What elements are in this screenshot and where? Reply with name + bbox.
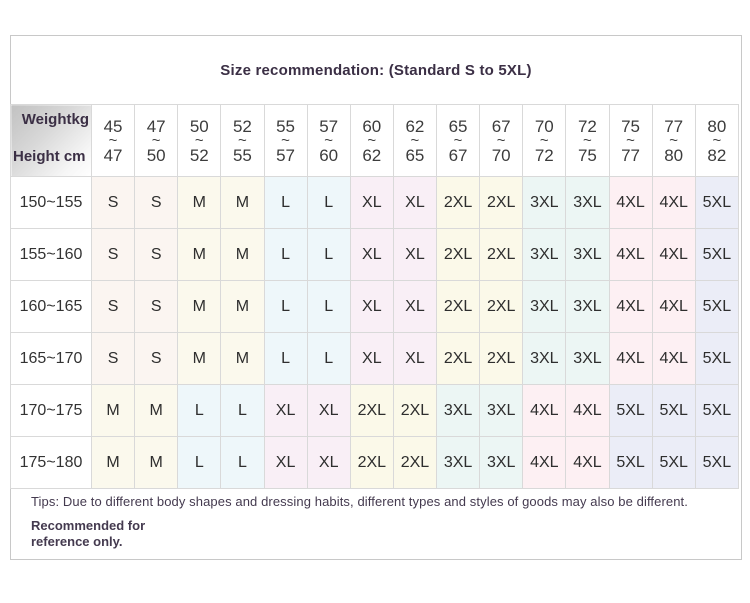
size-cell: L	[178, 437, 221, 489]
tilde-glyph: ~	[151, 131, 161, 149]
weight-from: 77	[664, 116, 684, 136]
tilde-glyph: ~	[539, 131, 549, 149]
size-cell: M	[221, 333, 264, 385]
size-cell: 5XL	[695, 177, 738, 229]
weight-from: 75	[621, 116, 641, 136]
size-cell: S	[135, 333, 178, 385]
note-line-1: Recommended for	[31, 518, 146, 533]
weight-to: 77	[621, 145, 641, 165]
weight-from: 62	[405, 116, 425, 136]
size-cell: XL	[307, 437, 350, 489]
weight-column-header	[652, 105, 695, 177]
size-cell: 5XL	[695, 281, 738, 333]
table-row	[11, 385, 739, 437]
size-cell: 3XL	[523, 177, 566, 229]
table-head	[11, 105, 739, 177]
weight-to: 55	[232, 145, 252, 165]
size-cell: 5XL	[609, 437, 652, 489]
page-title: Size recommendation: (Standard S to 5XL)	[220, 61, 532, 79]
size-cell: L	[264, 177, 307, 229]
size-cell: L	[178, 385, 221, 437]
size-cell: 3XL	[566, 333, 609, 385]
size-cell: 5XL	[695, 437, 738, 489]
weight-to: 67	[448, 145, 468, 165]
size-cell: 4XL	[523, 385, 566, 437]
size-cell: 3XL	[523, 229, 566, 281]
weight-to: 60	[319, 145, 339, 165]
size-cell: 4XL	[652, 281, 695, 333]
weight-column-header	[307, 105, 350, 177]
size-cell: M	[135, 385, 178, 437]
header-row	[11, 105, 739, 177]
table-body	[11, 177, 739, 489]
tips-text: Tips: Due to different body shapes and dressing habits, different types and styles of goods may also be different.	[31, 494, 688, 509]
size-cell: 4XL	[609, 177, 652, 229]
size-cell: 2XL	[393, 385, 436, 437]
weight-to: 52	[189, 145, 209, 165]
size-cell: 2XL	[480, 177, 523, 229]
size-cell: L	[307, 229, 350, 281]
weight-to: 80	[664, 145, 684, 165]
weight-to: 65	[405, 145, 425, 165]
size-cell: L	[264, 229, 307, 281]
height-row-label: 175~180	[11, 437, 92, 489]
size-cell: XL	[307, 385, 350, 437]
size-cell: M	[221, 229, 264, 281]
tilde-glyph: ~	[712, 131, 722, 149]
weight-to: 50	[146, 145, 166, 165]
table-row	[11, 281, 739, 333]
height-row-label: 150~155	[11, 177, 92, 229]
size-cell: XL	[264, 385, 307, 437]
size-cell: 2XL	[480, 281, 523, 333]
size-cell: 2XL	[350, 385, 393, 437]
size-cell: S	[92, 229, 135, 281]
weight-from: 67	[491, 116, 511, 136]
size-cell: 3XL	[480, 437, 523, 489]
weight-to: 70	[491, 145, 511, 165]
weight-to: 82	[707, 145, 727, 165]
table-row	[11, 333, 739, 385]
height-axis-label: Height cm	[13, 148, 86, 165]
weight-from: 80	[707, 116, 727, 136]
weight-from: 60	[362, 116, 382, 136]
weight-column-header	[437, 105, 480, 177]
corner-cell	[11, 105, 92, 177]
size-cell: XL	[393, 333, 436, 385]
size-cell: 5XL	[695, 385, 738, 437]
size-cell: XL	[350, 229, 393, 281]
title-bar	[11, 36, 741, 104]
size-cell: 4XL	[652, 229, 695, 281]
size-cell: XL	[350, 177, 393, 229]
size-cell: 5XL	[652, 437, 695, 489]
size-cell: 4XL	[652, 177, 695, 229]
weight-column-header	[566, 105, 609, 177]
table-row	[11, 437, 739, 489]
size-chart-panel	[10, 35, 742, 560]
weight-to: 72	[534, 145, 554, 165]
size-cell: XL	[393, 229, 436, 281]
size-cell: S	[92, 281, 135, 333]
weight-from: 45	[103, 116, 123, 136]
size-cell: 4XL	[652, 333, 695, 385]
size-cell: L	[221, 385, 264, 437]
footer	[31, 494, 729, 550]
table-row	[11, 229, 739, 281]
size-cell: M	[178, 333, 221, 385]
size-cell: 4XL	[523, 437, 566, 489]
size-cell: M	[178, 281, 221, 333]
table-row	[11, 177, 739, 229]
size-cell: 2XL	[437, 333, 480, 385]
weight-to: 62	[362, 145, 382, 165]
size-cell: XL	[350, 281, 393, 333]
weight-column-header	[264, 105, 307, 177]
weight-axis-label: Weightkg	[21, 111, 89, 128]
size-cell: XL	[393, 281, 436, 333]
size-cell: 4XL	[566, 437, 609, 489]
weight-column-header	[393, 105, 436, 177]
weight-from: 72	[577, 116, 597, 136]
tilde-glyph: ~	[496, 131, 506, 149]
weight-column-header	[92, 105, 135, 177]
weight-column-header	[178, 105, 221, 177]
tilde-glyph: ~	[626, 131, 635, 149]
tilde-glyph: ~	[281, 131, 290, 149]
size-cell: 3XL	[437, 385, 480, 437]
weight-to: 57	[276, 145, 296, 165]
size-cell: M	[92, 437, 135, 489]
size-cell: 3XL	[566, 281, 609, 333]
weight-from: 57	[319, 116, 339, 136]
size-cell: 2XL	[350, 437, 393, 489]
size-cell: 3XL	[566, 177, 609, 229]
weight-from: 70	[534, 116, 554, 136]
size-cell: S	[135, 177, 178, 229]
tilde-glyph: ~	[324, 131, 334, 149]
weight-column-header	[523, 105, 566, 177]
weight-to: 47	[103, 145, 123, 165]
note-block	[31, 518, 729, 550]
tilde-glyph: ~	[367, 131, 377, 149]
size-cell: XL	[393, 177, 436, 229]
size-cell: L	[307, 177, 350, 229]
size-cell: M	[221, 281, 264, 333]
size-cell: M	[135, 437, 178, 489]
tilde-glyph: ~	[453, 131, 463, 149]
height-row-label: 160~165	[11, 281, 92, 333]
height-row-label: 155~160	[11, 229, 92, 281]
size-cell: 2XL	[437, 281, 480, 333]
height-row-label: 170~175	[11, 385, 92, 437]
size-cell: S	[135, 229, 178, 281]
size-cell: M	[178, 177, 221, 229]
weight-from: 50	[189, 116, 209, 136]
size-cell: 5XL	[695, 333, 738, 385]
note-line-2: reference only.	[31, 534, 123, 549]
size-cell: 3XL	[480, 385, 523, 437]
weight-column-header	[135, 105, 178, 177]
weight-column-header	[609, 105, 652, 177]
tilde-glyph: ~	[669, 131, 679, 149]
size-cell: 2XL	[437, 229, 480, 281]
size-cell: L	[221, 437, 264, 489]
size-cell: 3XL	[523, 281, 566, 333]
size-cell: 3XL	[437, 437, 480, 489]
tilde-glyph: ~	[238, 131, 247, 149]
size-cell: 2XL	[480, 333, 523, 385]
size-cell: M	[92, 385, 135, 437]
size-cell: M	[178, 229, 221, 281]
size-cell: 5XL	[652, 385, 695, 437]
tilde-glyph: ~	[108, 131, 118, 149]
size-cell: M	[221, 177, 264, 229]
weight-from: 47	[146, 116, 166, 136]
weight-from: 55	[276, 116, 296, 136]
tilde-glyph: ~	[410, 131, 420, 149]
size-cell: S	[92, 177, 135, 229]
weight-column-header	[695, 105, 738, 177]
weight-from: 52	[232, 116, 252, 136]
size-cell: XL	[350, 333, 393, 385]
size-cell: 2XL	[437, 177, 480, 229]
size-cell: 4XL	[566, 385, 609, 437]
size-cell: 4XL	[609, 229, 652, 281]
size-cell: S	[92, 333, 135, 385]
tilde-glyph: ~	[194, 131, 204, 149]
weight-column-header	[480, 105, 523, 177]
size-cell: 2XL	[480, 229, 523, 281]
size-cell: 5XL	[695, 229, 738, 281]
size-cell: 2XL	[393, 437, 436, 489]
size-cell: XL	[264, 437, 307, 489]
weight-column-header	[221, 105, 264, 177]
size-table	[10, 104, 739, 489]
size-cell: 5XL	[609, 385, 652, 437]
weight-to: 75	[577, 145, 597, 165]
size-cell: L	[307, 281, 350, 333]
size-cell: 4XL	[609, 333, 652, 385]
weight-column-header	[350, 105, 393, 177]
size-cell: 4XL	[609, 281, 652, 333]
size-cell: L	[264, 333, 307, 385]
size-cell: L	[264, 281, 307, 333]
size-cell: L	[307, 333, 350, 385]
weight-from: 65	[448, 116, 468, 136]
height-row-label: 165~170	[11, 333, 92, 385]
size-cell: S	[135, 281, 178, 333]
size-cell: 3XL	[566, 229, 609, 281]
tilde-glyph: ~	[583, 131, 592, 149]
size-cell: 3XL	[523, 333, 566, 385]
